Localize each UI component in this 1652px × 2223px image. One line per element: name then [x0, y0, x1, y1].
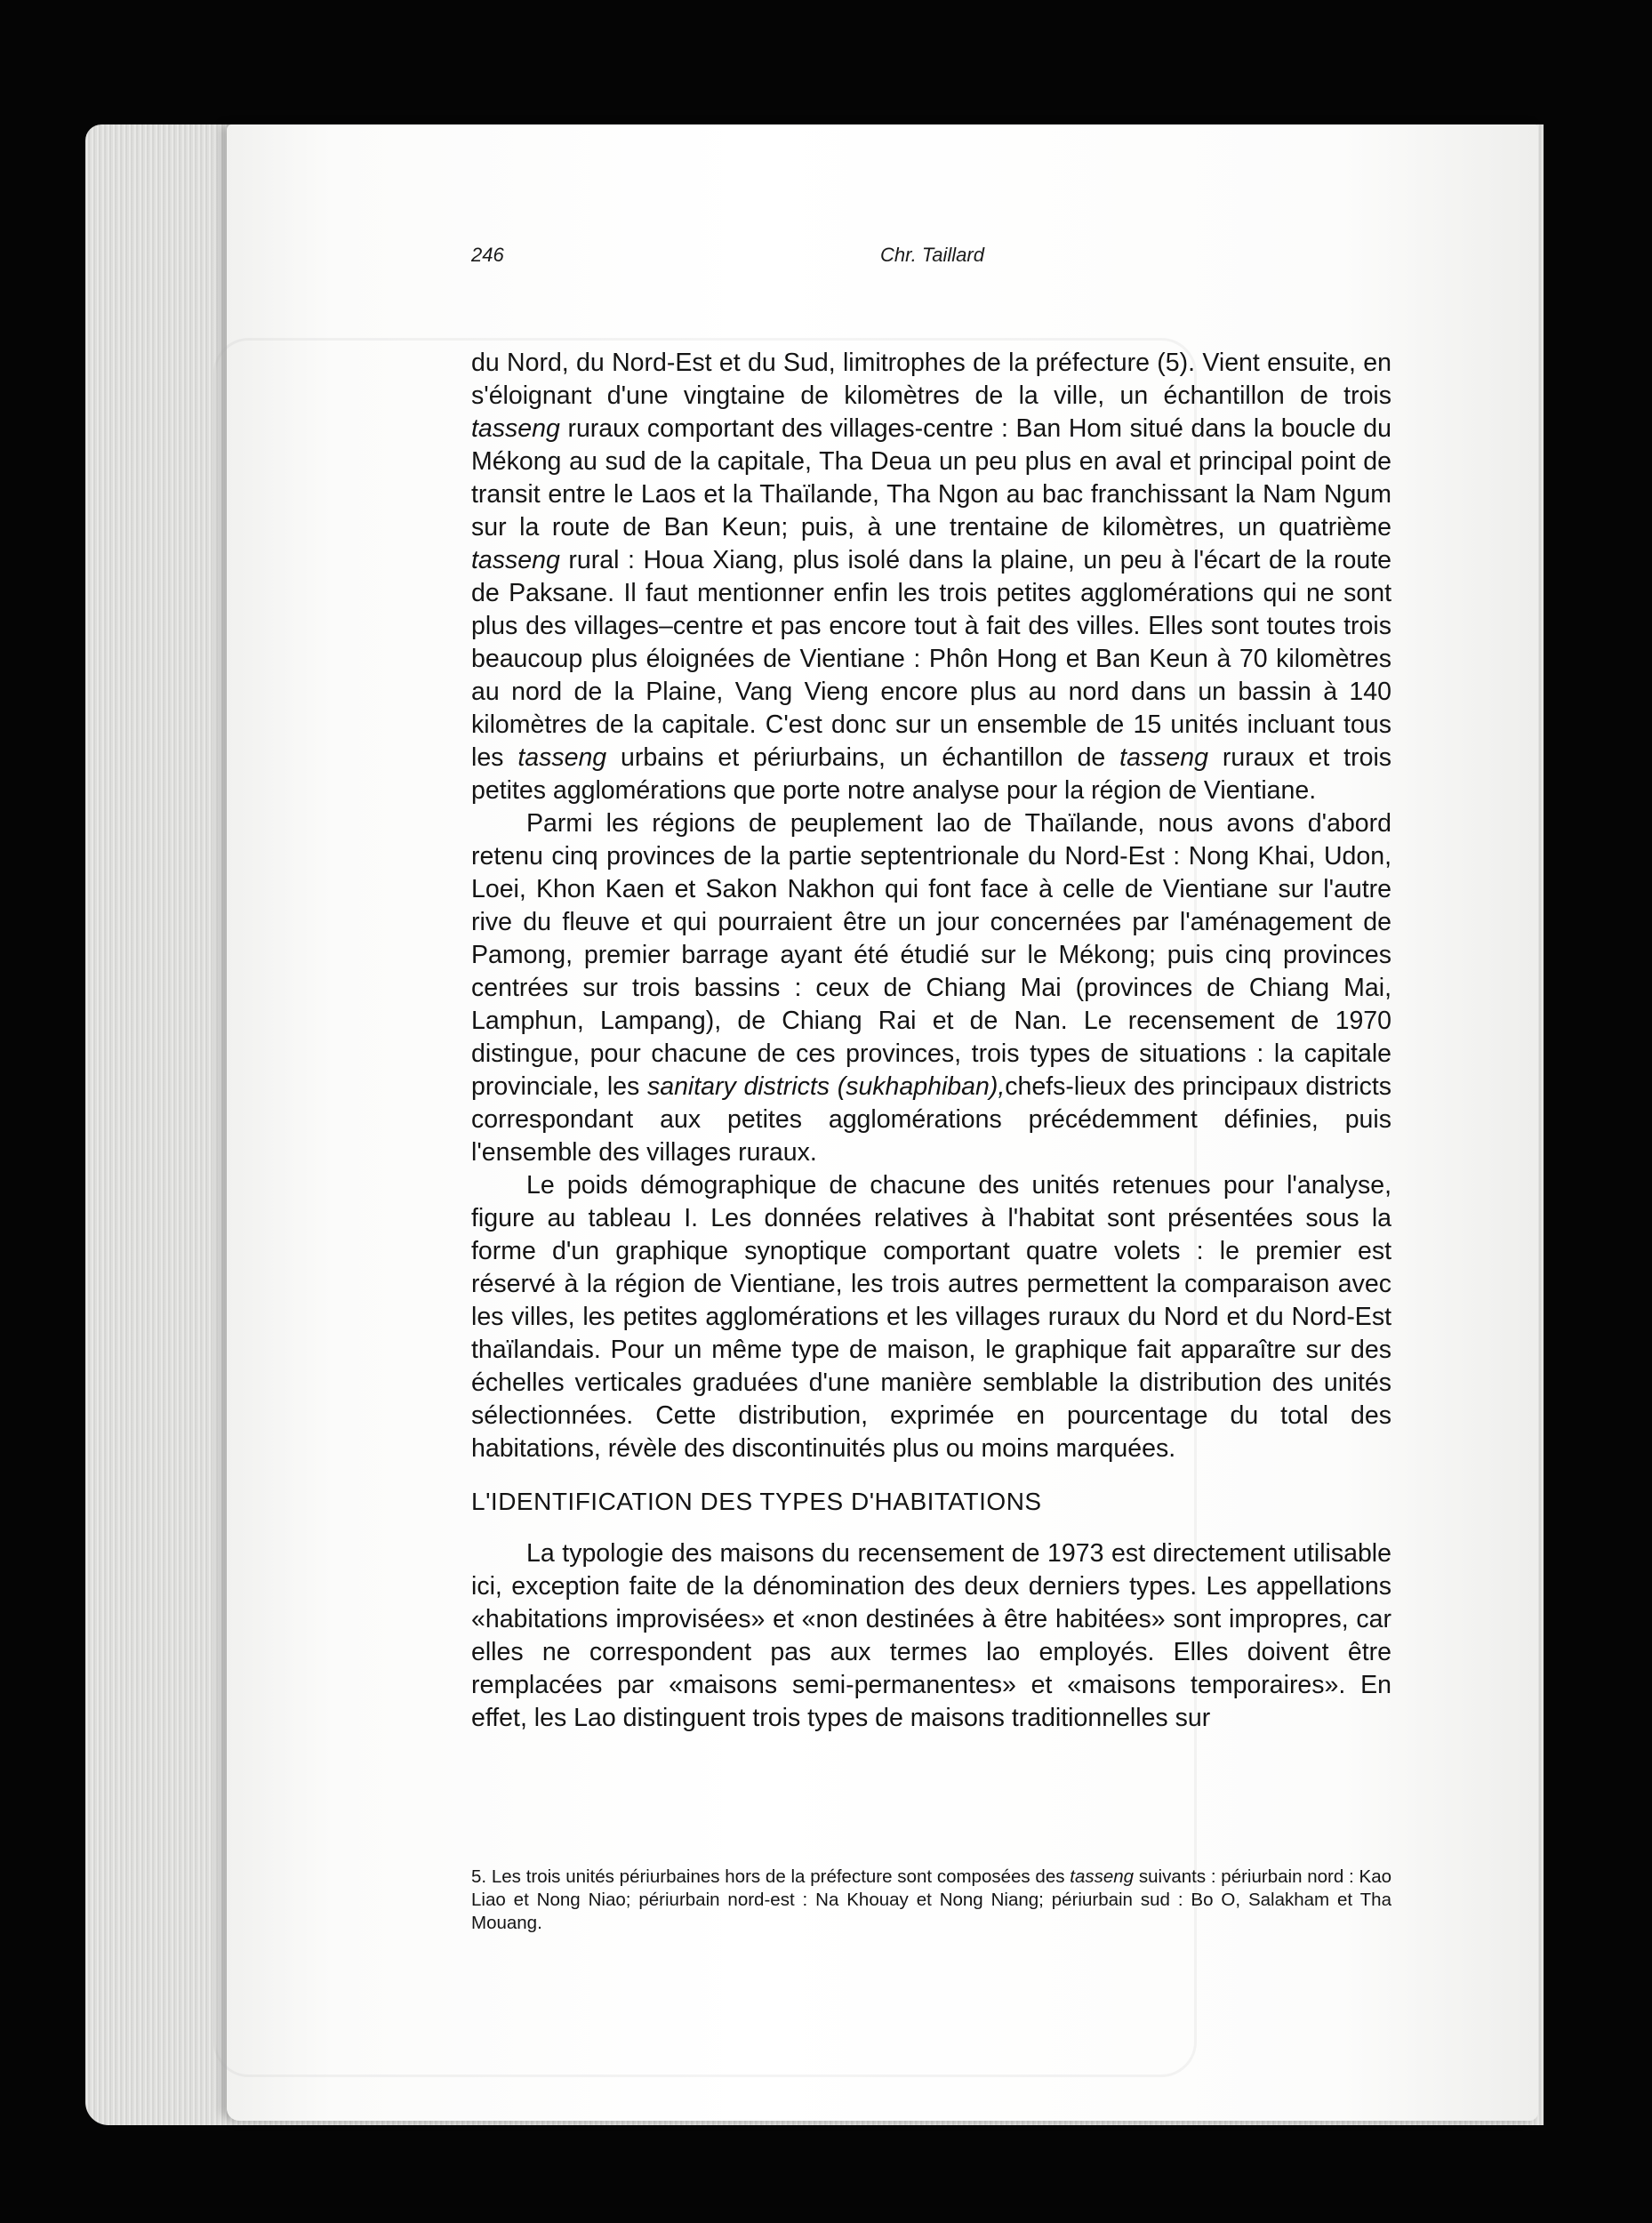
section-heading: L'IDENTIFICATION DES TYPES D'HABITATIONS: [471, 1488, 1042, 1515]
paragraph-1: du Nord, du Nord-Est et du Sud, limitrophes de la préfecture (5). Vient ensuite, en s'éloignant d'une vingtaine de kilomètres de la ville, un échantillon de trois tasseng ruraux comportant des villages-centre : Ban Hom situé dans la boucle du Mékong au sud de la capitale, Tha Deua un peu plus en aval et principal point de transit entre le Laos et la Thaïlande, Tha Ngon au bac franchissant la Nam Ngum sur la route de Ban Keun; puis, à une trentaine de kilomètres, un quatrième tasseng rural : Houa Xiang, plus isolé dans la plaine, un peu à l'écart de la route de Paksane. Il faut mentionner enfin les trois petites agglomérations qui ne sont plus des villages–centre et pas encore tout à fait des villes. Elles sont toutes trois beaucoup plus éloignées de Vientiane : Phôn Hong et Ban Keun à 70 kilomètres au nord de la Plaine, Vang Vieng encore plus au nord dans un bassin à 140 kilomètres de la capitale. C'est donc sur un ensemble de 15 unités incluant tous les tasseng urbains et périurbains, un échantillon de tasseng ruraux et trois petites agglomérations que porte notre analyse pour la région de Vientiane.: [471, 349, 1392, 805]
body-text: [471, 347, 1391, 1735]
paragraph-4: La typologie des maisons du recensement de 1973 est directement utilisable ici, exception faite de la dénomination des deux derniers types. Les appellations «habitations improvisées» et «non destinées à être habitées» sont impropres, car elles ne correspondent pas aux termes lao employés. Elles doivent être remplacées par «maisons semi-permanentes» et «maisons temporaires». En effet, les Lao distinguent trois types de maisons traditionnelles sur: [471, 1539, 1391, 1732]
footnote: 5. Les trois unités périurbaines hors de la préfecture sont composées des tasseng suivants : périurbain nord : Kao Liao et Nong Niao; périurbain nord-est : Na Khouay et Nong Niang; périurbain sud : Bo O, Salakham et Tha Mouang.: [471, 1866, 1391, 1933]
page-header: [0, 244, 1652, 279]
paragraph-2: Parmi les régions de peuplement lao de Thaïlande, nous avons d'abord retenu cinq provinces de la partie septentrionale du Nord-Est : Nong Khai, Udon, Loei, Khon Kaen et Sakon Nakhon qui font face à celle de Vientiane sur l'autre rive du fleuve et qui pourraient être un jour concernées par l'aménagement de Pamong, premier barrage ayant été étudié sur le Mékong; puis cinq provinces centrées sur trois bassins : ceux de Chiang Mai (provinces de Chiang Mai, Lamphun, Lampang), de Chiang Rai et de Nan. Le recensement de 1970 distingue, pour chacune de ces provinces, trois types de situations : la capitale provinciale, les sanitary districts (sukhaphiban),chefs-lieux des principaux districts correspondant aux petites agglomérations précédemment définies, puis l'ensemble des villages ruraux.: [471, 809, 1391, 1167]
running-head: Chr. Taillard: [880, 244, 984, 266]
page-number: 246: [471, 244, 504, 266]
paragraph-3: Le poids démographique de chacune des unités retenues pour l'analyse, figure au tableau I. Les données relatives à l'habitat sont présentées sous la forme d'un graphique synoptique comportant quatre volets : le premier est réservé à la région de Vientiane, les trois autres permettent la comparaison avec les villes, les petites agglomérations et les villages ruraux du Nord et du Nord-Est thaïlandais. Pour un même type de maison, le graphique fait apparaître sur des échelles verticales graduées d'une manière semblable la distribution des unités sélectionnées. Cette distribution, exprimée en pourcentage du total des habitations, révèle des discontinuités plus ou moins marquées.: [471, 1171, 1391, 1463]
